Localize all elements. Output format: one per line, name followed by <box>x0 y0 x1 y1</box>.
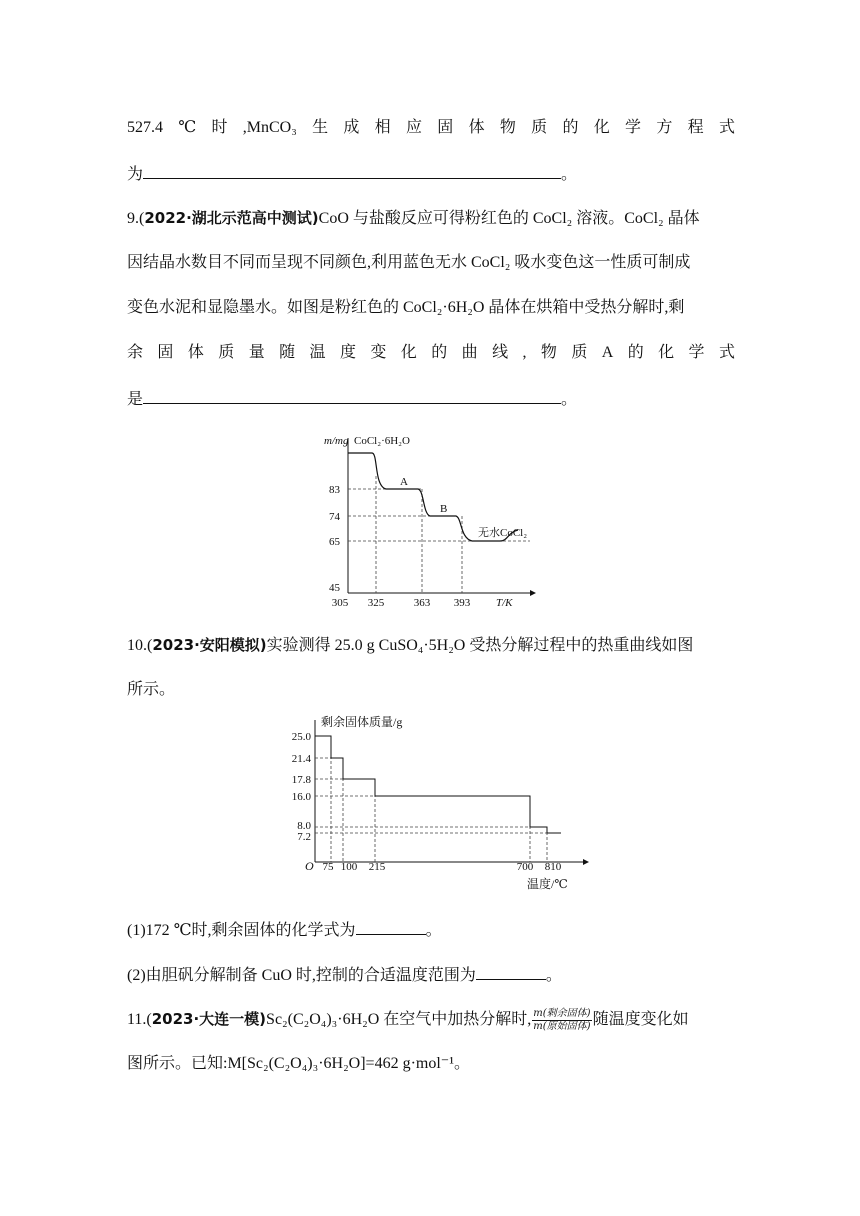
justified-char: 的 <box>562 119 579 136</box>
q10-part-2-text: (2)由胆矾分解制备 CuO 时,控制的合适温度范围为 <box>127 967 476 984</box>
mass-ratio-fraction <box>532 1008 591 1033</box>
anhydrous-label: 无水CoCl₂ <box>478 527 528 539</box>
question-number: 11.( <box>127 1011 152 1029</box>
q11-text: Sc₂(C₂O₄)₃·6H₂O 在空气中加热分解时, <box>266 1011 532 1029</box>
y-tick-74: 74 <box>329 511 340 523</box>
justified-char: 物 <box>540 344 557 361</box>
q9-line-4 <box>127 342 735 364</box>
y-tick-16: 16.0 <box>291 791 311 803</box>
x-axis-label: T/K <box>496 597 513 609</box>
justified-char: 程 <box>687 119 704 136</box>
q9-text: CoO 与盐酸反应可得粉红色的 CoCl₂ 溶液。CoCl₂ 晶体 <box>318 210 700 227</box>
q11-line-1 <box>127 1008 735 1033</box>
x-tick-363: 363 <box>413 597 431 609</box>
justified-char: 的 <box>431 344 448 361</box>
guide-lines <box>315 736 547 862</box>
q10-text: 实验测得 25.0 g CuSO₄·5H₂O 受热分解过程中的热重曲线如图 <box>266 637 694 654</box>
justified-char: 曲 <box>461 344 478 361</box>
q9-answer-line <box>127 387 735 411</box>
q10-part-2 <box>127 963 735 987</box>
answer-blank[interactable] <box>356 918 426 935</box>
justified-char: 学 <box>688 344 705 361</box>
y-axis-label: m/mg <box>324 435 349 447</box>
justified-char: , <box>522 344 527 361</box>
answer-end: 。 <box>561 166 578 183</box>
justified-char: 随 <box>279 344 296 361</box>
question-source: 2022·湖北示范高中测试) <box>144 209 319 227</box>
justified-char: 变 <box>370 344 387 361</box>
justified-char: 质 <box>218 344 235 361</box>
question-source: 2023·大连一模) <box>151 1010 267 1029</box>
justified-char: 度 <box>339 344 356 361</box>
x-tick-100: 100 <box>340 861 358 873</box>
q11-line-2: 图所示。已知:M[Sc₂(C₂O₄)₃·6H₂O]=462 g·mol⁻¹。 <box>127 1055 471 1072</box>
x-tick-215: 215 <box>368 861 386 873</box>
answer-lead: 是 <box>127 391 144 408</box>
origin-label: O <box>305 859 314 873</box>
x-tick-700: 700 <box>516 861 534 873</box>
y-tick-45: 45 <box>329 582 340 594</box>
justified-char: 线 <box>492 344 509 361</box>
question-number: 10.( <box>127 637 153 654</box>
q8-text-line-1 <box>127 117 735 139</box>
q10-line-1 <box>127 634 735 657</box>
y-tick-83: 83 <box>329 484 340 496</box>
answer-blank[interactable] <box>143 387 561 404</box>
x-axis-arrow <box>530 590 536 596</box>
justified-char: A <box>601 344 614 361</box>
justified-char: 化 <box>400 344 417 361</box>
answer-blank[interactable] <box>143 162 561 179</box>
x-tick-393: 393 <box>453 597 471 609</box>
mass-curve <box>315 736 561 833</box>
justified-char: 方 <box>656 119 673 136</box>
justified-char: ℃ <box>178 119 197 136</box>
start-compound-label: CoCl₂·6H₂O <box>354 435 410 447</box>
question-source: 2023·安阳模拟) <box>152 636 267 654</box>
point-b-label: B <box>440 503 448 515</box>
answer-end: 。 <box>545 967 562 984</box>
fraction-denominator: m(原始固体) <box>533 1021 591 1032</box>
justified-char: 固 <box>157 344 174 361</box>
cocl2-thermal-chart <box>300 428 560 613</box>
y-tick-65: 65 <box>329 536 340 548</box>
answer-end: 。 <box>561 391 578 408</box>
q10-line-2: 所示。 <box>127 681 176 698</box>
q9-line-2: 因结晶水数目不同而呈现不同颜色,利用蓝色无水 CoCl₂ 吸水变色这一性质可制成 <box>127 254 691 271</box>
question-number: 9.( <box>127 210 145 227</box>
justified-char: ,MnCO₃ <box>242 119 297 136</box>
justified-char: 质 <box>531 119 548 136</box>
y-tick-8: 8.0 <box>297 820 311 832</box>
y-tick-21-4: 21.4 <box>291 753 311 765</box>
q10-part-1 <box>127 918 735 942</box>
justified-char: 式 <box>718 344 735 361</box>
y-tick-7-2: 7.2 <box>297 831 311 843</box>
answer-blank[interactable] <box>476 963 546 980</box>
justified-char: 物 <box>499 119 516 136</box>
x-tick-325: 325 <box>367 597 385 609</box>
q9-line-1 <box>127 207 735 230</box>
answer-lead: 为 <box>127 166 144 183</box>
justified-char: 成 <box>343 119 360 136</box>
answer-end: 。 <box>425 922 442 939</box>
y-axis-label: 剩余固体质量/g <box>321 715 403 729</box>
justified-char: 式 <box>718 119 735 136</box>
justified-char: 体 <box>187 344 204 361</box>
cuso4-thermal-chart <box>265 712 595 894</box>
justified-char: 体 <box>468 119 485 136</box>
justified-char: 应 <box>405 119 422 136</box>
justified-char: 固 <box>437 119 454 136</box>
x-tick-75: 75 <box>322 861 334 873</box>
justified-char: 温 <box>309 344 326 361</box>
justified-char: 相 <box>374 119 391 136</box>
justified-char: 生 <box>312 119 329 136</box>
temperature-value: 527.4 <box>127 119 163 136</box>
fraction-numerator: m(剩余固体) <box>533 1008 591 1019</box>
justified-char: 量 <box>248 344 265 361</box>
q11-text-tail: 随温度变化如 <box>592 1011 689 1029</box>
justified-char: 时 <box>211 119 228 136</box>
point-a-label: A <box>400 476 408 488</box>
justified-char: 化 <box>658 344 675 361</box>
x-tick-810: 810 <box>544 861 562 873</box>
x-axis-arrow <box>583 859 589 865</box>
y-tick-17-8: 17.8 <box>291 774 311 786</box>
q8-answer-line <box>127 162 735 186</box>
q9-line-3: 变色水泥和显隐墨水。如图是粉红色的 CoCl₂·6H₂O 晶体在烘箱中受热分解时,剩 <box>127 299 685 316</box>
justified-char: 余 <box>127 344 144 361</box>
q10-part-1-text: (1)172 ℃时,剩余固体的化学式为 <box>127 922 356 939</box>
justified-char: 质 <box>571 344 588 361</box>
justified-char: 化 <box>593 119 610 136</box>
justified-char: 的 <box>627 344 644 361</box>
justified-char: 学 <box>625 119 642 136</box>
y-tick-25: 25.0 <box>291 731 311 743</box>
x-axis-label: 温度/℃ <box>527 877 568 891</box>
x-tick-305: 305 <box>331 597 349 609</box>
